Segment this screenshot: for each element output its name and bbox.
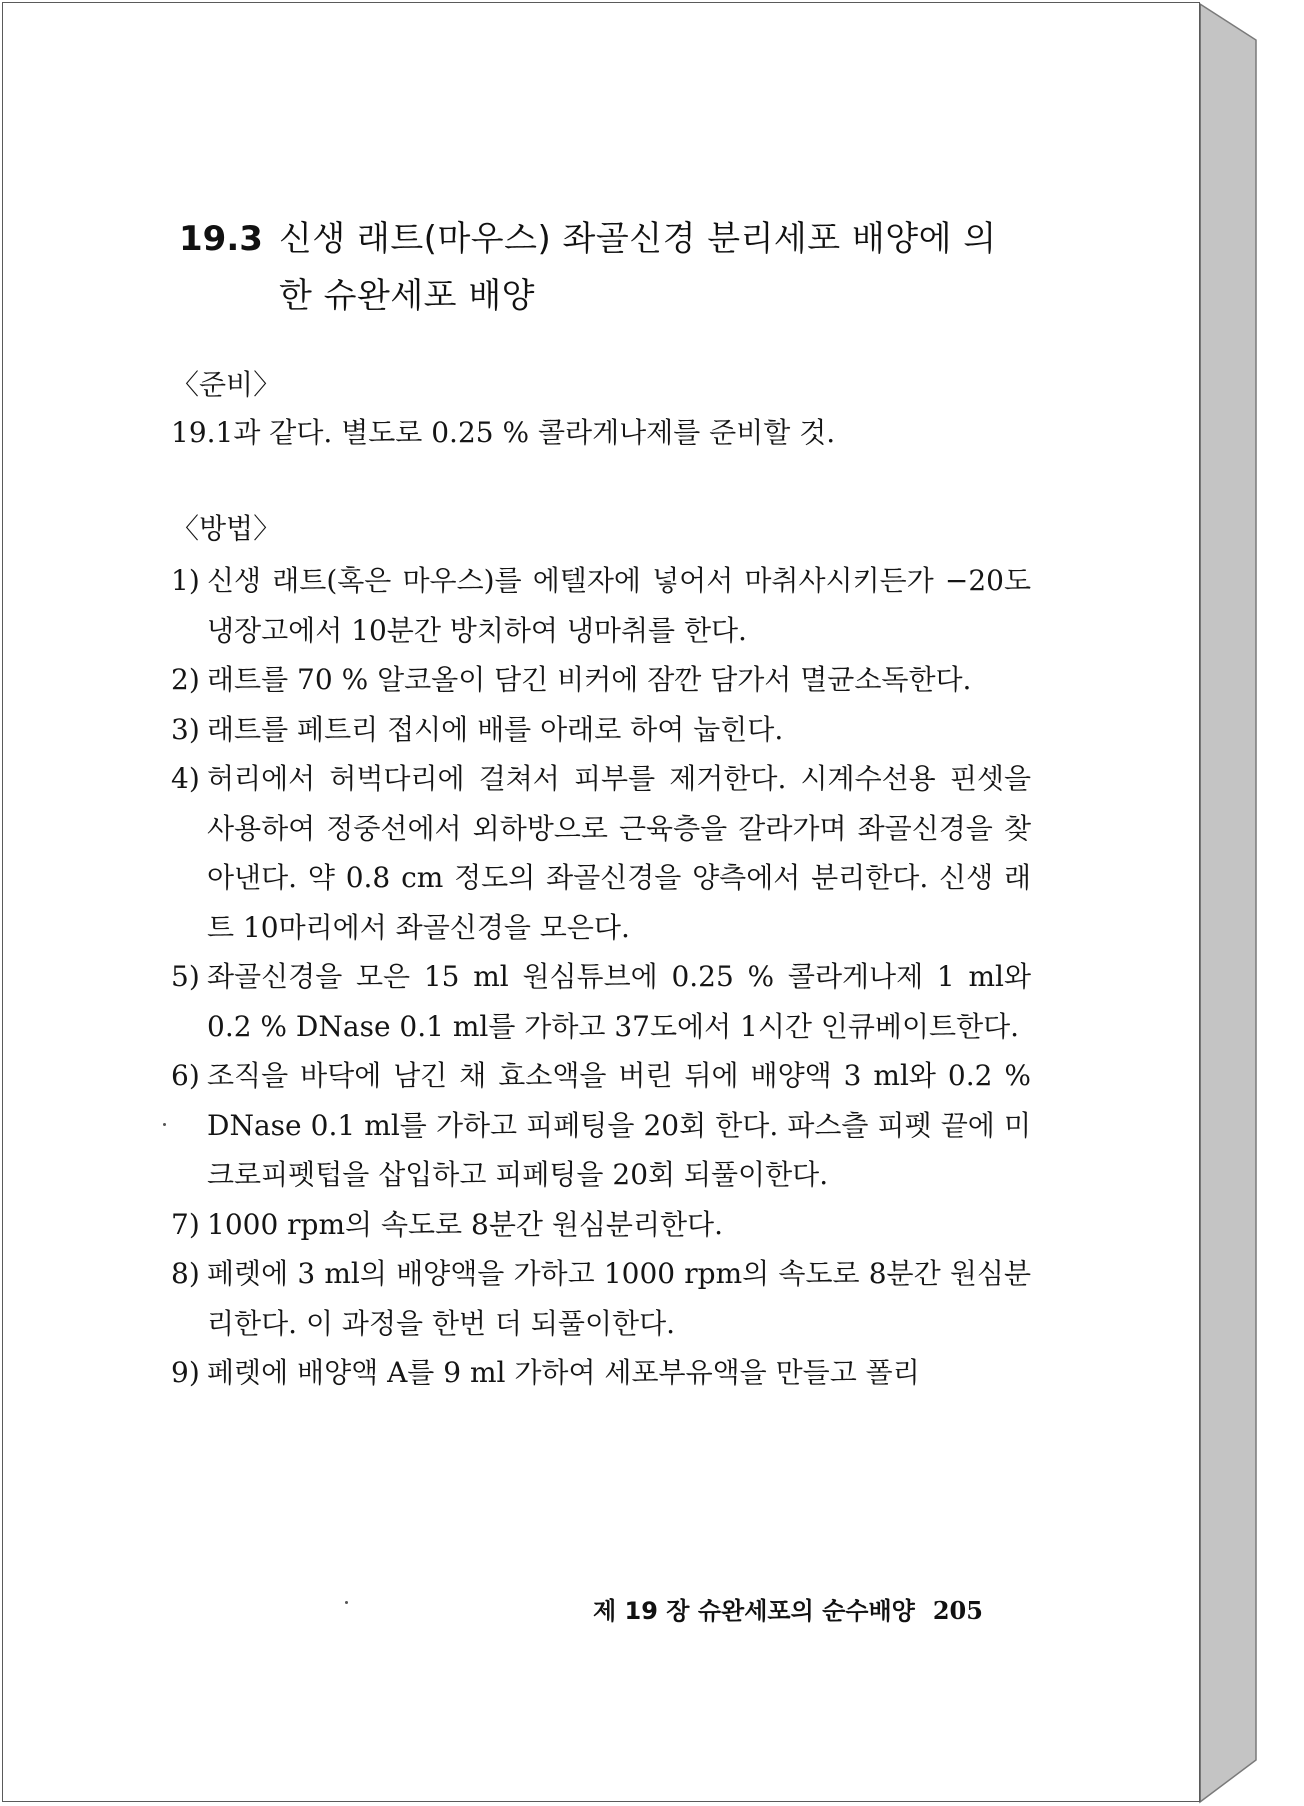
step-number: 3): [171, 712, 200, 746]
method-step-6: [171, 1051, 1031, 1200]
page-number: 205: [932, 1596, 983, 1625]
step-text: 조직을 바닥에 남긴 채 효소액을 버린 뒤에 배양액 3 ml와 0.2 % DNase 0.1 ml를 가하고 피페팅을 20회 한다. 파스츨 피펫 끝에 미크로피펫텁을 삽입하고 피페팅을 20회 되풀이한다.: [207, 1059, 1031, 1191]
step-text: 래트를 70 % 알코올이 담긴 비커에 잠깐 담가서 멸균소독한다.: [207, 663, 972, 696]
step-text: 페렛에 3 ml의 배양액을 가하고 1000 rpm의 속도로 8분간 원심분리한다. 이 과정을 한번 더 되풀이한다.: [207, 1257, 1031, 1340]
method-step-2: [171, 655, 1031, 705]
method-heading: 〈방법〉: [171, 512, 282, 545]
step-number: 6): [171, 1059, 200, 1092]
step-text: 허리에서 허벅다리에 걸쳐서 피부를 제거한다. 시계수선용 핀셋을 사용하여 정중선에서 외하방으로 근육층을 갈라가며 좌골신경을 찾아낸다. 약 0.8 cm 정도의 좌골신경을 양측에서 분리한다. 신생 래트 10마리에서 좌골신경을 모은다.: [207, 762, 1031, 944]
step-text: 좌골신경을 모은 15 ml 원심튜브에 0.25 % 콜라게나제 1 ml와 0.2 % DNase 0.1 ml를 가하고 37도에서 1시간 인큐베이트한다.: [207, 960, 1031, 1043]
section-number: 19.3: [179, 219, 263, 259]
step-text: 페렛에 배양액 A를 9 ml 가하여 세포부유액을 만들고 폴리: [207, 1356, 920, 1389]
page-footer: [593, 1591, 983, 1626]
scan-speck: [345, 1601, 348, 1604]
method-step-9: [171, 1348, 1031, 1398]
method-step-7: [171, 1200, 1031, 1250]
step-text: 1000 rpm의 속도로 8분간 원심분리한다.: [207, 1207, 724, 1241]
step-number: 4): [171, 762, 200, 795]
step-text: 래트를 페트리 접시에 배를 아래로 하여 눕힌다.: [207, 712, 784, 746]
step-number: 8): [171, 1257, 200, 1290]
method-step-8: [171, 1249, 1031, 1348]
method-step-3: [171, 705, 1031, 755]
method-step-5: [171, 952, 1031, 1051]
section-title: 신생 래트(마우스) 좌골신경 분리세포 배양에 의한 슈완세포 배양: [279, 219, 997, 316]
step-number: 9): [171, 1356, 200, 1389]
method-steps-list: [171, 556, 1031, 1398]
preparation-heading: 〈준비〉: [171, 368, 282, 401]
preparation-text: 19.1과 같다. 별도로 0.25 % 콜라게나제를 준비할 것.: [171, 416, 836, 449]
method-step-1: [171, 556, 1031, 655]
step-number: 5): [171, 960, 200, 993]
scan-speck: [163, 1123, 166, 1126]
book-page: [2, 2, 1200, 1802]
step-number: 1): [171, 564, 200, 597]
chapter-running-title: 제 19 장 슈완세포의 순수배양: [593, 1597, 915, 1625]
step-number: 2): [171, 663, 200, 696]
method-step-4: [171, 754, 1031, 952]
step-text: 신생 래트(혹은 마우스)를 에텔자에 넣어서 마취사시키든가 −20도 냉장고에서 10분간 방치하여 냉마취를 한다.: [207, 564, 1031, 647]
step-number: 7): [171, 1207, 200, 1241]
